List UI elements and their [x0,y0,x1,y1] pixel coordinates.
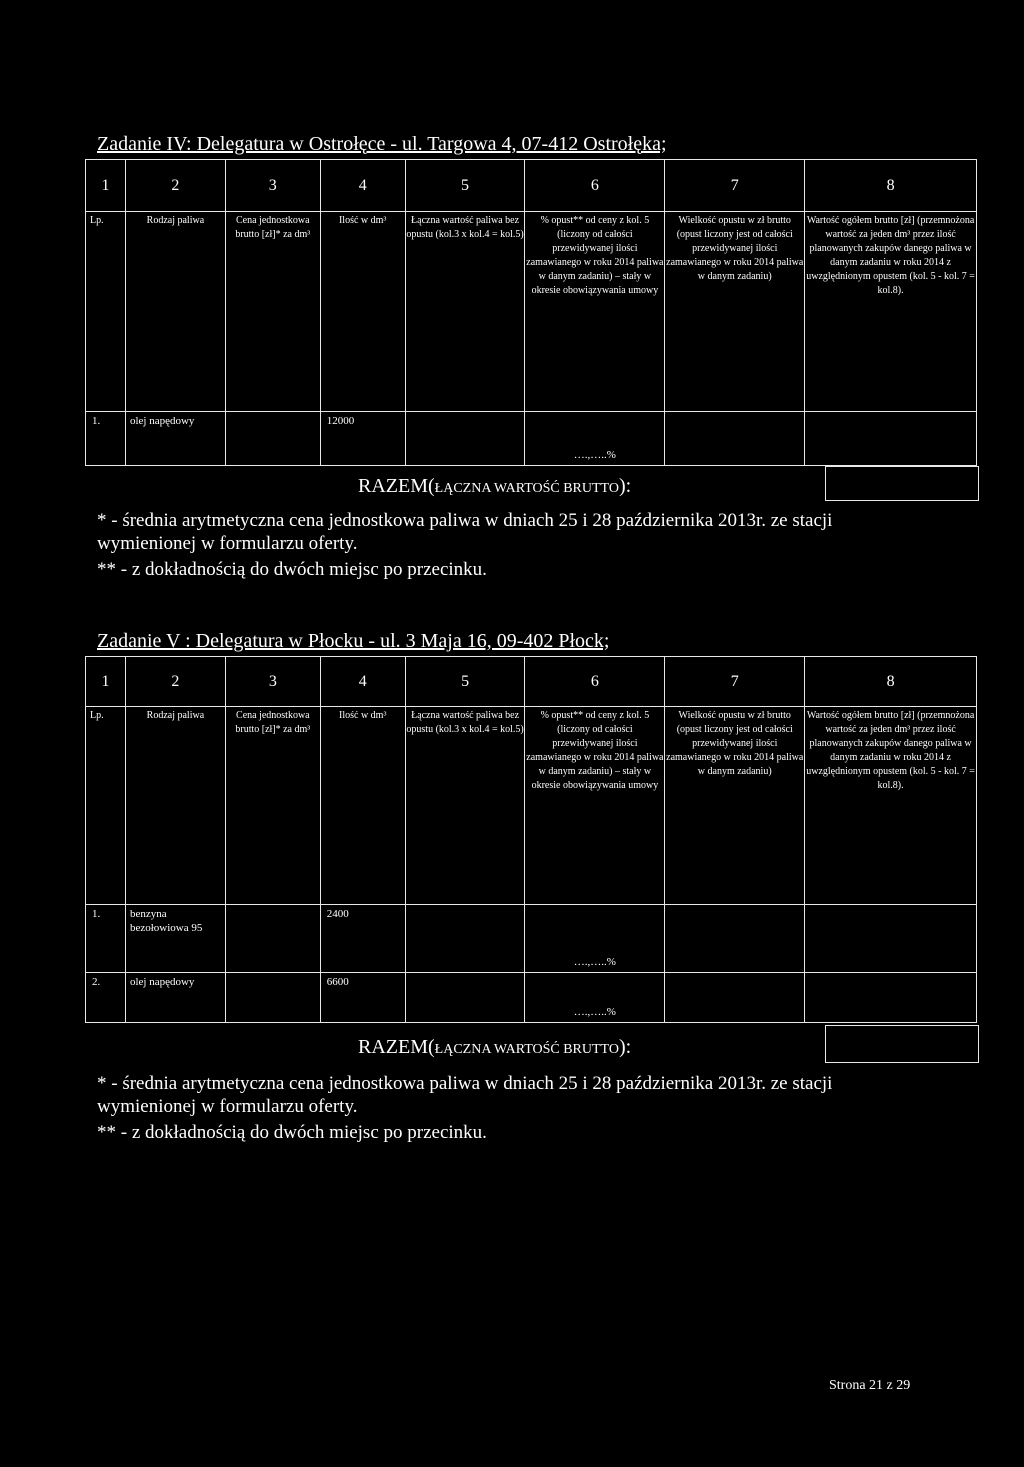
row-lp: 1. [86,905,126,973]
header-total-without-discount: Łączna wartość paliwa bez opustu (kol.3 x kol.4 = kol.5) [405,707,525,905]
row-quantity: 6600 [320,973,405,1023]
col-number: 7 [665,160,805,212]
header-total-gross: Wartość ogółem brutto [zł] (przemnożona wartość za jeden dm³ przez ilość planowanych zakupów danego paliwa w danym zadaniu w roku 2014 z uwzględnionym opustem (kol. 5 - kol. 7 = kol.8). [805,707,977,905]
task-4-title: Zadanie IV: Delegatura w Ostrołęce - ul. Targowa 4, 07-412 Ostrołęka; [97,133,667,155]
table-row [86,973,977,1023]
header-discount-amount: Wielkość opustu w zł brutto (opust liczony jest od całości przewidywanej ilości zamawianego w roku 2014 paliwa w danym zadaniu) [665,212,805,412]
col-number: 8 [805,657,977,707]
header-discount-percent: % opust** od ceny z kol. 5 (liczony od całości przewidywanej ilości zamawianego w roku 2014 paliwa w danym zadaniu) – stały w okresie obowiązywania umowy [525,707,665,905]
col-number: 8 [805,160,977,212]
task-5-table [85,656,977,1023]
task-4-note-1-cont: wymienionej w formularzu oferty. [97,533,358,554]
col-number: 6 [525,160,665,212]
task-5-title: Zadanie V : Delegatura w Płocku - ul. 3 Maja 16, 09-402 Płock; [97,630,610,652]
col-number: 6 [525,657,665,707]
header-discount-percent: % opust** od ceny z kol. 5 (liczony od całości przewidywanej ilości zamawianego w roku 2014 paliwa w danym zadaniu) – stały w okresie obowiązywania umowy [525,212,665,412]
col-number: 4 [320,160,405,212]
header-fuel-type: Rodzaj paliwa [125,212,225,412]
row-total-gross-cell[interactable] [805,905,977,973]
row-discount-amount-cell[interactable] [665,973,805,1023]
col-number: 1 [86,657,126,707]
col-number: 5 [405,657,525,707]
header-lp: Lp. [86,212,126,412]
row-total-cell[interactable] [405,973,525,1023]
row-quantity: 12000 [320,412,405,466]
row-total-cell[interactable] [405,905,525,973]
task-4-razem-value-box[interactable] [825,466,979,501]
row-total-gross-cell[interactable] [805,973,977,1023]
row-unit-price-cell[interactable] [225,973,320,1023]
header-lp: Lp. [86,707,126,905]
task-5-note-1-cont: wymienionej w formularzu oferty. [97,1096,358,1117]
row-discount-amount-cell[interactable] [665,905,805,973]
task-5-note-2: ** - z dokładnością do dwóch miejsc po przecinku. [97,1122,487,1143]
page-number: Strona 21 z 29 [829,1378,911,1393]
row-lp: 1. [86,412,126,466]
row-total-cell[interactable] [405,412,525,466]
row-discount-percent[interactable]: ….,…..% [525,412,665,466]
header-unit-price: Cena jednostkowa brutto [zł]* za dm³ [225,707,320,905]
col-number: 4 [320,657,405,707]
task-5-razem-label [358,1036,631,1059]
row-fuel: olej napędowy [125,973,225,1023]
razem-caps: ŁĄCZNA WARTOŚĆ BRUTTO [434,481,619,496]
task-4-note-1: * - średnia arytmetyczna cena jednostkowa paliwa w dniach 25 i 28 października 2013r. ze stacji [97,510,833,531]
razem-suffix: ): [618,1036,632,1058]
task-4-note-2: ** - z dokładnością do dwóch miejsc po przecinku. [97,559,487,580]
header-total-without-discount: Łączna wartość paliwa bez opustu (kol.3 x kol.4 = kol.5) [405,212,525,412]
header-total-gross: Wartość ogółem brutto [zł] (przemnożona wartość za jeden dm³ przez ilość planowanych zakupów danego paliwa w danym zadaniu w roku 2014 z uwzględnionym opustem (kol. 5 - kol. 7 = kol.8). [805,212,977,412]
razem-suffix: ): [618,475,632,497]
col-number: 5 [405,160,525,212]
row-discount-percent[interactable]: ….,…..% [525,905,665,973]
col-number: 1 [86,160,126,212]
table-row [86,412,977,466]
col-number: 2 [125,657,225,707]
row-discount-percent[interactable]: ….,…..% [525,973,665,1023]
col-number: 3 [225,657,320,707]
table-row [86,905,977,973]
row-quantity: 2400 [320,905,405,973]
col-number: 3 [225,160,320,212]
header-discount-amount: Wielkość opustu w zł brutto (opust liczony jest od całości przewidywanej ilości zamawianego w roku 2014 paliwa w danym zadaniu) [665,707,805,905]
header-fuel-type: Rodzaj paliwa [125,707,225,905]
header-unit-price: Cena jednostkowa brutto [zł]* za dm³ [225,212,320,412]
task-5-razem-value-box[interactable] [825,1025,979,1063]
row-fuel: benzyna bezołowiowa 95 [125,905,225,973]
razem-prefix: RAZEM( [358,475,435,497]
row-fuel: olej napędowy [125,412,225,466]
col-number: 2 [125,160,225,212]
header-quantity: Ilość w dm³ [320,707,405,905]
row-total-gross-cell[interactable] [805,412,977,466]
row-lp: 2. [86,973,126,1023]
task-5-note-1: * - średnia arytmetyczna cena jednostkowa paliwa w dniach 25 i 28 października 2013r. ze stacji [97,1073,833,1094]
razem-prefix: RAZEM( [358,1036,435,1058]
row-discount-amount-cell[interactable] [665,412,805,466]
row-unit-price-cell[interactable] [225,412,320,466]
row-unit-price-cell[interactable] [225,905,320,973]
col-number: 7 [665,657,805,707]
task-4-razem-label [358,475,631,498]
razem-caps: ŁĄCZNA WARTOŚĆ BRUTTO [434,1042,619,1057]
header-quantity: Ilość w dm³ [320,212,405,412]
task-4-table [85,159,977,466]
